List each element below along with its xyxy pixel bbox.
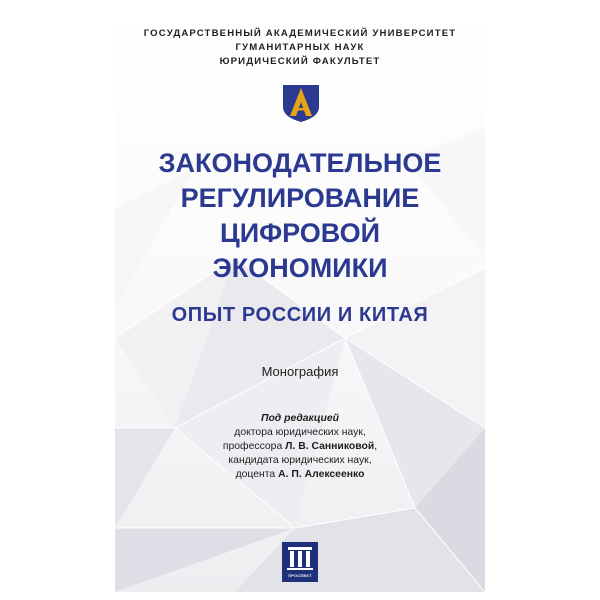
subtitle: ОПЫТ РОССИИ И КИТАЯ <box>171 304 429 326</box>
editor-comma: , <box>374 441 378 452</box>
organization-line-2: ГУМАНИТАРНЫХ НАУК <box>235 42 365 53</box>
organization-line-1: ГОСУДАРСТВЕННЫЙ АКАДЕМИЧЕСКИЙ УНИВЕРСИТЕТ <box>143 28 457 39</box>
editors-line-2 <box>115 440 485 454</box>
editor-name-2: А. П. Алексеенко <box>278 469 365 480</box>
university-emblem-icon <box>281 83 321 123</box>
genre-label: Монография <box>261 364 339 379</box>
title-line-4: ЭКОНОМИКИ <box>212 253 388 283</box>
publisher-label: ПРОСПЕКТ <box>288 573 312 578</box>
editor-title-2: доцента <box>235 469 279 480</box>
editor-title-1: профессора <box>222 441 286 452</box>
organization-line-3: ЮРИДИЧЕСКИЙ ФАКУЛЬТЕТ <box>219 56 381 67</box>
editors-line-3: кандидата юридических наук, <box>228 455 372 466</box>
title-line-2: РЕГУЛИРОВАНИЕ <box>180 183 420 213</box>
publisher-logo <box>282 542 318 582</box>
book-cover <box>115 8 485 592</box>
editors-line-1: доктора юридических наук, <box>234 427 366 438</box>
editor-name-1: Л. В. Санниковой <box>285 441 375 452</box>
editors-line-4 <box>115 468 485 482</box>
title-line-1: ЗАКОНОДАТЕЛЬНОЕ <box>158 148 442 178</box>
editors-intro: Под редакцией <box>260 413 340 424</box>
title-line-3: ЦИФРОВОЙ <box>219 218 381 248</box>
